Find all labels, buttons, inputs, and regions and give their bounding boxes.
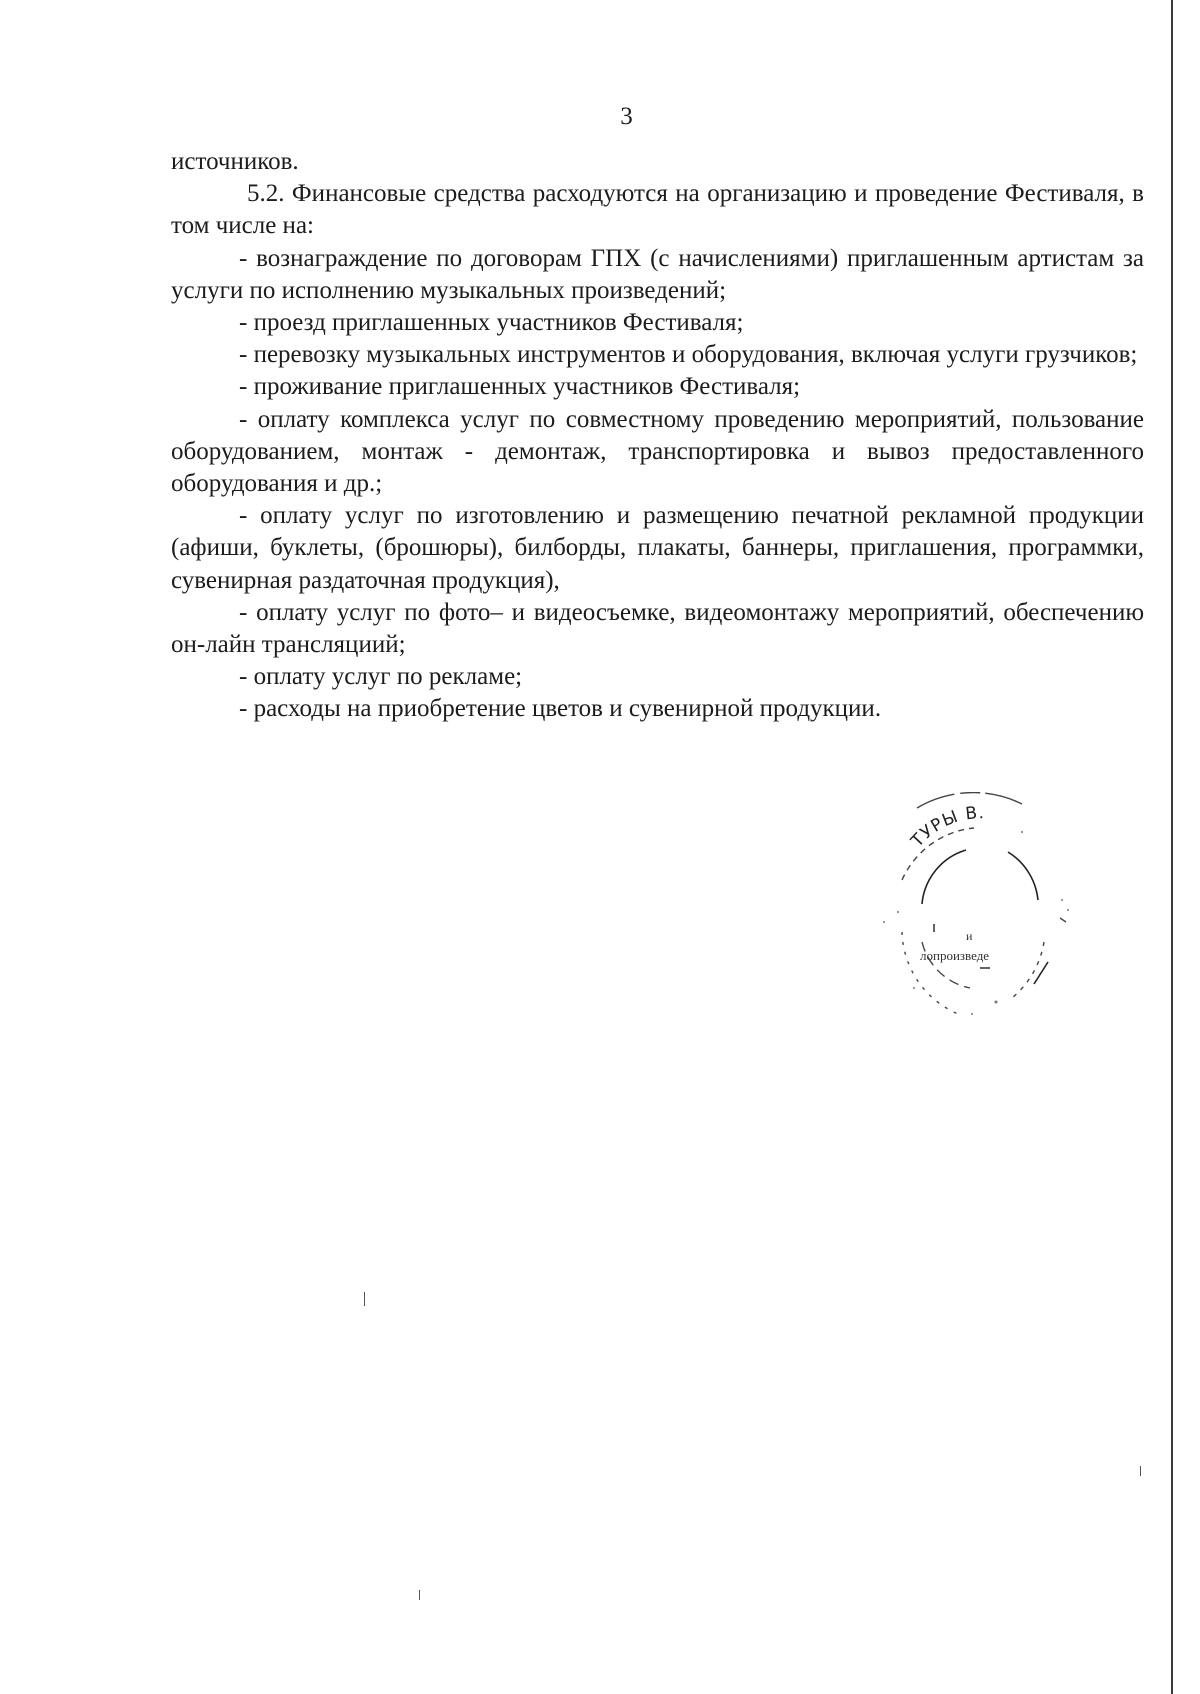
list-item-fees: - вознаграждение по договорам ГПХ (с начислениями) приглашенным артистам за услуги по исполнению музыкальных произведений; — [171, 244, 1144, 304]
paragraph-section-5-2: 5.2. Финансовые средства расходуются на организацию и проведение Фестиваля, в том числе на: — [171, 180, 1144, 240]
page-number: 3 — [620, 103, 633, 130]
document-body — [171, 146, 1144, 726]
stamp-arc-text: ТУРЫ В. — [907, 803, 986, 852]
scan-speck — [1140, 1466, 1141, 1476]
list-item-flowers-souvenirs: - расходы на приобретение цветов и сувенирной продукции. — [239, 695, 882, 723]
list-item-advertising: - оплату услуг по рекламе; — [239, 663, 523, 691]
paragraph-continuation: источников. — [171, 148, 299, 175]
official-stamp — [862, 792, 1092, 1022]
stamp-line-2: и — [966, 929, 973, 943]
stamp-line-3: лопроизведе — [920, 948, 990, 963]
scan-speck — [419, 1590, 420, 1600]
list-item-transport: - перевозку музыкальных инструментов и оборудования, включая услуги грузчиков; — [239, 341, 1138, 369]
list-item-accommodation: - проживание приглашенных участников Фестиваля; — [239, 373, 801, 401]
list-item-travel: - проезд приглашенных участников Фестиваля; — [239, 309, 744, 337]
scan-edge-line — [1171, 0, 1173, 1694]
list-item-printing: - оплату услуг по изготовлению и размещению печатной рекламной продукции (афиши, буклеты, (брошюры), билборды, плакаты, баннеры, приглашения, программки, сувенирная раздаточная продукция), — [171, 502, 1144, 594]
list-item-photo-video: - оплату услуг по фото– и видеосъемке, видеомонтажу мероприятий, обеспечению он-лайн трансляциий; — [171, 598, 1144, 659]
scan-speck — [364, 1292, 365, 1306]
list-item-services-complex: - оплату комплекса услуг по совместному проведению мероприятий, пользование оборудованием, монтаж - демонтаж, транспортировка и вывоз предоставленного оборудования и др.; — [171, 405, 1144, 498]
